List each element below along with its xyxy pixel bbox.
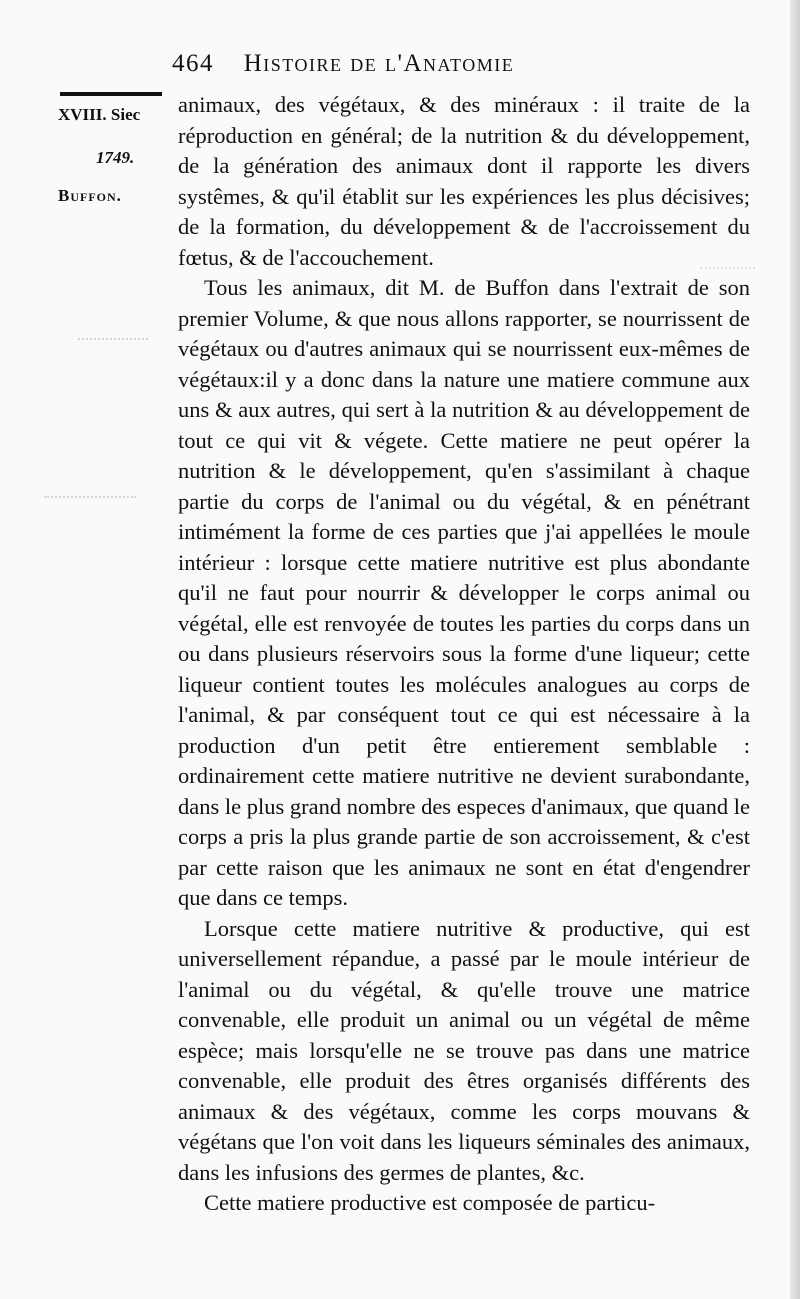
page-number: 464 <box>172 50 214 77</box>
margin-note-year: 1749. <box>96 148 135 167</box>
margin-rule <box>60 92 162 96</box>
margin-note-century: XVIII. Siec <box>58 105 141 124</box>
body-text <box>178 90 750 1219</box>
running-header <box>172 50 514 78</box>
show-through-mark <box>78 312 148 340</box>
running-title: Histoire de l'Anatomie <box>243 50 515 77</box>
show-through-mark <box>44 482 136 498</box>
paragraph: Cette matiere productive est composée de particu- <box>204 1190 656 1215</box>
page-edge <box>790 0 800 1299</box>
paragraph: Tous les animaux, dit M. de Buffon dans l'extrait de son premier Volume, & que nous allons rapporter, se nourrissent de végétaux ou d'autres animaux qui se nourrissent eux-mêmes de végétaux:il y a donc dans la nature une matiere commune aux uns & aux autres, qui sert à la nutrition & au développement de tout ce qui vit & végete. Cette matiere ne peut opérer la nutrition & le développement, qu'en s'assimilant à chaque partie du corps de l'animal ou du végétal, & en pénétrant intimément la forme de ces parties que j'ai appellées le moule intérieur : lorsque cette matiere nutritive est plus abondante qu'il ne faut pour nourrir & développer le corps animal ou végétal, elle est renvoyée de toutes les parties du corps dans un ou dans plusieurs réservoirs sous la forme d'une liqueur; cette liqueur contient toutes les molécules analogues au corps de l'animal, & par conséquent tout ce qui est nécessaire à la production d'un petit être entierement semblable : ordinairement cette matiere nutritive ne devient surabondante, dans le plus grand nombre des especes d'animaux, que quand le corps a pris la plus grande partie de son accroissement, & c'est par cette raison que les animaux ne sont en état d'engendrer que dans ce temps. <box>178 275 751 910</box>
paragraph: Lorsque cette matiere nutritive & productive, qui est universellement répandue, a passé par le moule intérieur de l'animal ou du végétal, & qu'elle trouve une matrice convenable, elle produit un animal ou un végétal de même espèce; mais lorsqu'elle ne se trouve pas dans une matrice convenable, elle produit des êtres organisés différents des animaux & des végétaux, comme les corps mouvans & végétans que l'on voit dans les liqueurs séminales des animaux, dans les infusions des germes de plantes, &c. <box>178 915 750 1185</box>
paragraph: animaux, des végétaux, & des minéraux : il traite de la réproduction en général; de la nutrition & du développement, de la génération des animaux dont il rapporte les divers systêmes, & qu'il établit sur les expériences les plus décisives; de la formation, du développement & de l'accroissement du fœtus, & de l'accouchement. <box>178 92 750 270</box>
margin-note-name: Buffon. <box>58 186 122 205</box>
